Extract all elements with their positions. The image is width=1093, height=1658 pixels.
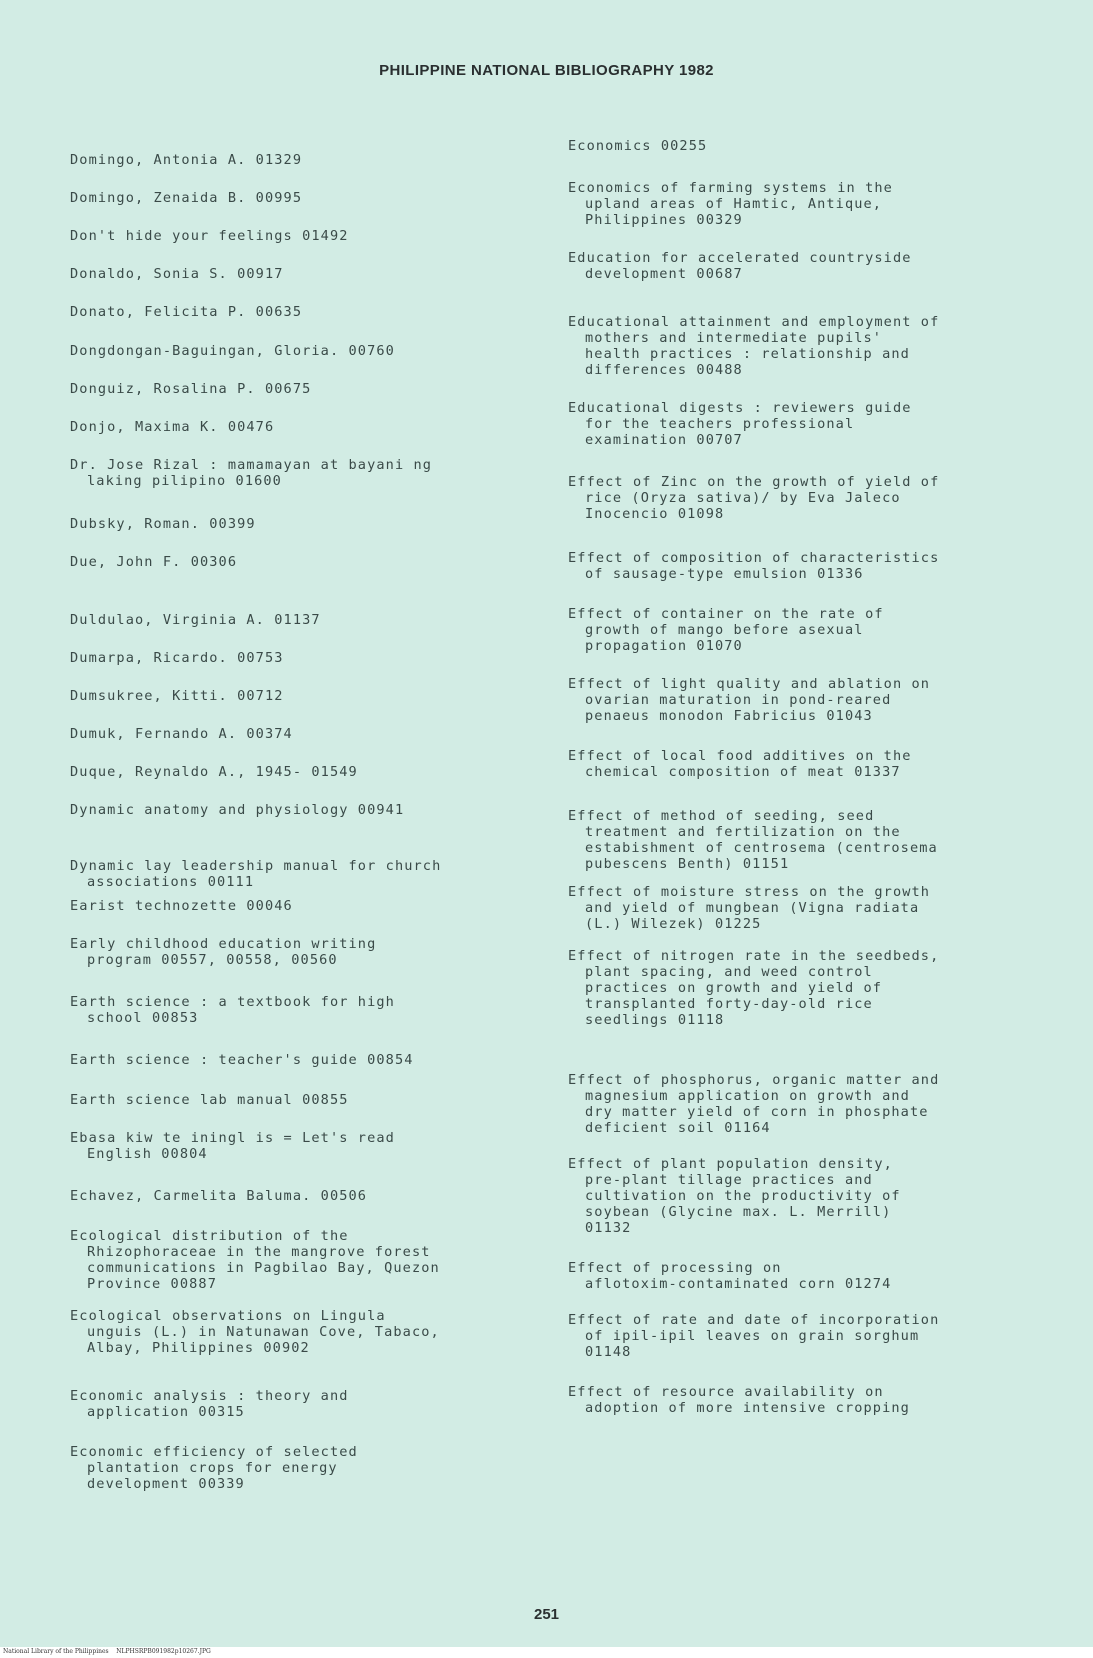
entry-line: Effect of composition of characteristics [568, 550, 940, 566]
bibliography-entry [568, 474, 939, 522]
entry-line: Domingo, Antonia A. 01329 [70, 152, 303, 168]
bibliography-entry [568, 948, 939, 1028]
bibliography-entry [568, 606, 884, 654]
bibliography-entry [70, 898, 293, 914]
entry-line: Effect of light quality and ablation on [568, 676, 931, 692]
bibliography-entry [568, 138, 707, 154]
bibliography-entry [568, 550, 939, 582]
bibliography-entry [568, 180, 893, 228]
entry-line: Duque, Reynaldo A., 1945- 01549 [70, 764, 358, 780]
entry-line: penaeus monodon Fabricius 01043 [585, 708, 873, 724]
entry-line: Economics 00255 [568, 138, 708, 154]
bibliography-entry [70, 1092, 349, 1108]
entry-line: English 00804 [87, 1146, 208, 1162]
entry-line: examination 00707 [585, 432, 743, 448]
bibliography-entry [70, 936, 376, 968]
entry-line: Effect of Zinc on the growth of yield of [568, 474, 940, 490]
bibliography-entry [70, 1052, 414, 1068]
entry-line: school 00853 [87, 1010, 199, 1026]
entry-line: Effect of phosphorus, organic matter and [568, 1072, 940, 1088]
entry-line: Donato, Felicita P. 00635 [70, 304, 303, 320]
bibliography-entry [568, 1072, 939, 1136]
entry-line: associations 00111 [87, 874, 255, 890]
entry-line: magnesium application on growth and [585, 1088, 910, 1104]
entry-line: Echavez, Carmelita Baluma. 00506 [70, 1188, 368, 1204]
bibliography-entry [70, 1228, 440, 1292]
bibliography-entry [70, 650, 284, 666]
bibliography-entry [568, 676, 930, 724]
bibliography-entry [70, 994, 395, 1026]
entry-line: Albay, Philippines 00902 [87, 1340, 310, 1356]
entry-line: Domingo, Zenaida B. 00995 [70, 190, 303, 206]
entry-line: Dumuk, Fernando A. 00374 [70, 726, 293, 742]
entry-line: differences 00488 [585, 362, 743, 378]
entry-line: Donjo, Maxima K. 00476 [70, 419, 275, 435]
bibliography-entry [70, 304, 302, 320]
entry-line: ovarian maturation in pond-reared [585, 692, 892, 708]
entry-line: practices on growth and yield of [585, 980, 883, 996]
entry-line: plant spacing, and weed control [585, 964, 873, 980]
entry-line: upland areas of Hamtic, Antique, [585, 196, 883, 212]
entry-line: Effect of local food additives on the [568, 748, 912, 764]
entry-line: Dubsky, Roman. 00399 [70, 516, 256, 532]
bibliography-entry [568, 250, 912, 282]
bibliography-entry [568, 1260, 891, 1292]
entry-line: Inocencio 01098 [585, 506, 725, 522]
bibliography-entry [70, 1188, 367, 1204]
bibliography-entry [70, 554, 237, 570]
entry-line: Economic analysis : theory and [70, 1388, 349, 1404]
bibliography-entry [70, 1444, 358, 1492]
entry-line: Educational digests : reviewers guide [568, 400, 912, 416]
entry-line: Effect of resource availability on [568, 1384, 884, 1400]
bibliography-entry [70, 343, 395, 359]
footer-credit: National Library of the Philippines NLPHSRPB091982p10267.JPG [3, 1648, 211, 1655]
entry-line: pubescens Benth) 01151 [585, 856, 790, 872]
bibliography-entry [70, 858, 441, 890]
entry-line: pre-plant tillage practices and [585, 1172, 873, 1188]
entry-line: treatment and fertilization on the [585, 824, 901, 840]
entry-line: communications in Pagbilao Bay, Quezon [87, 1260, 440, 1276]
entry-line: dry matter yield of corn in phosphate [585, 1104, 929, 1120]
entry-line: program 00557, 00558, 00560 [87, 952, 338, 968]
entry-line: chemical composition of meat 01337 [585, 764, 901, 780]
bibliography-entry [70, 1388, 349, 1420]
bibliography-entry [70, 1130, 395, 1162]
entry-line: Due, John F. 00306 [70, 554, 238, 570]
entry-line: application 00315 [87, 1404, 245, 1420]
entry-line: Dumsukree, Kitti. 00712 [70, 688, 284, 704]
entry-line: Effect of nitrogen rate in the seedbeds, [568, 948, 940, 964]
entry-line: unguis (L.) in Natunawan Cove, Tabaco, [87, 1324, 440, 1340]
bibliography-entry [70, 457, 432, 489]
entry-line: plantation crops for energy [87, 1460, 338, 1476]
entry-line: and yield of mungbean (Vigna radiata [585, 900, 920, 916]
entry-line: Effect of container on the rate of [568, 606, 884, 622]
entry-line: propagation 01070 [585, 638, 743, 654]
entry-line: Ecological distribution of the [70, 1228, 349, 1244]
entry-line: soybean (Glycine max. L. Merrill) [585, 1204, 892, 1220]
entry-line: mothers and intermediate pupils' [585, 330, 883, 346]
entry-line: deficient soil 01164 [585, 1120, 771, 1136]
bibliography-entry [70, 190, 302, 206]
entry-line: transplanted forty-day-old rice [585, 996, 873, 1012]
entry-line: aflotoxim-contaminated corn 01274 [585, 1276, 892, 1292]
entry-line: (L.) Wilezek) 01225 [585, 916, 762, 932]
bibliography-entry [568, 884, 930, 932]
bibliography-entry [568, 808, 938, 872]
entry-line: estabishment of centrosema (centrosema [585, 840, 938, 856]
entry-line: Dumarpa, Ricardo. 00753 [70, 650, 284, 666]
entry-line: Earth science lab manual 00855 [70, 1092, 349, 1108]
bibliography-entry [568, 1312, 939, 1360]
entry-line: for the teachers professional [585, 416, 855, 432]
entry-line: Province 00887 [87, 1276, 217, 1292]
bibliography-entry [568, 1156, 901, 1236]
entry-line: Donguiz, Rosalina P. 00675 [70, 381, 312, 397]
entry-line: Dongdongan-Baguingan, Gloria. 00760 [70, 343, 395, 359]
entry-line: development 00339 [87, 1476, 245, 1492]
bibliography-entry [70, 612, 321, 628]
entry-line: Effect of rate and date of incorporation [568, 1312, 940, 1328]
entry-line: Economics of farming systems in the [568, 180, 893, 196]
entry-line: development 00687 [585, 266, 743, 282]
entry-line: Donaldo, Sonia S. 00917 [70, 266, 284, 282]
bibliography-entry [70, 419, 274, 435]
entry-line: Don't hide your feelings 01492 [70, 228, 349, 244]
entry-line: of ipil-ipil leaves on grain sorghum [585, 1328, 920, 1344]
entry-line: growth of mango before asexual [585, 622, 864, 638]
entry-line: Dynamic anatomy and physiology 00941 [70, 802, 405, 818]
entry-line: health practices : relationship and [585, 346, 910, 362]
entry-line: 01132 [585, 1220, 632, 1236]
entry-line: Economic efficiency of selected [70, 1444, 358, 1460]
entry-line: Effect of processing on [568, 1260, 782, 1276]
entry-line: of sausage-type emulsion 01336 [585, 566, 864, 582]
entry-line: Earth science : a textbook for high [70, 994, 395, 1010]
entry-line: Effect of method of seeding, seed [568, 808, 875, 824]
bibliography-entry [70, 688, 284, 704]
entry-line: Ecological observations on Lingula [70, 1308, 386, 1324]
entry-line: laking pilipino 01600 [87, 473, 282, 489]
entry-line: Effect of plant population density, [568, 1156, 893, 1172]
entry-line: Earth science : teacher's guide 00854 [70, 1052, 414, 1068]
bibliography-entry [70, 152, 302, 168]
entry-line: Earist technozette 00046 [70, 898, 293, 914]
entry-line: adoption of more intensive cropping [585, 1400, 910, 1416]
page-number: 251 [533, 1606, 560, 1623]
entry-line: Educational attainment and employment of [568, 314, 940, 330]
entry-line: Ebasa kiw te iningl is = Let's read [70, 1130, 395, 1146]
page-title: PHILIPPINE NATIONAL BIBLIOGRAPHY 1982 [379, 62, 714, 79]
entry-line: Early childhood education writing [70, 936, 377, 952]
bibliography-entry [568, 748, 912, 780]
entry-line: rice (Oryza sativa)/ by Eva Jaleco [585, 490, 901, 506]
entry-line: Duldulao, Virginia A. 01137 [70, 612, 321, 628]
entry-line: seedlings 01118 [585, 1012, 725, 1028]
bibliography-entry [568, 1384, 910, 1416]
bibliography-entry [70, 381, 311, 397]
entry-line: Dr. Jose Rizal : mamamayan at bayani ng [70, 457, 433, 473]
bibliography-entry [70, 516, 256, 532]
entry-line: Rhizophoraceae in the mangrove forest [87, 1244, 431, 1260]
bibliography-entry [568, 400, 912, 448]
bibliography-entry [70, 764, 358, 780]
entry-line: cultivation on the productivity of [585, 1188, 901, 1204]
bibliography-entry [70, 802, 404, 818]
bibliography-entry [70, 726, 293, 742]
bibliography-entry [70, 1308, 440, 1356]
entry-line: Dynamic lay leadership manual for church [70, 858, 442, 874]
entry-line: Effect of moisture stress on the growth [568, 884, 931, 900]
entry-line: 01148 [585, 1344, 632, 1360]
bibliography-entry [568, 314, 939, 378]
bibliography-entry [70, 228, 349, 244]
entry-line: Education for accelerated countryside [568, 250, 912, 266]
bibliography-entry [70, 266, 284, 282]
entry-line: Philippines 00329 [585, 212, 743, 228]
